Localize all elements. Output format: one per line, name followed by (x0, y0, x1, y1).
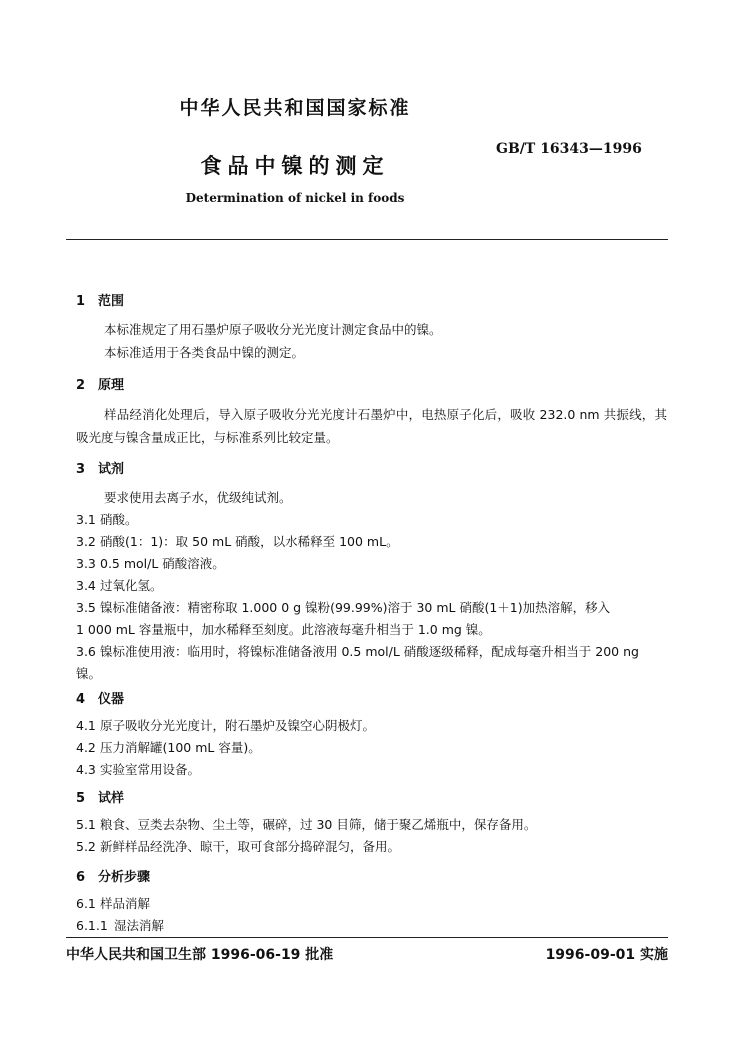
section-title: 原理 (98, 378, 125, 393)
list-item-continuation: 镍。 (76, 666, 102, 681)
issuing-body: 中华人民共和国国家标准 (179, 97, 411, 119)
section-number: 5 (76, 791, 86, 806)
list-item-continuation: 1 000 mL 容量瓶中，加水稀释至刻度。此溶液每毫升相当于 1.0 mg 镍。 (76, 622, 491, 637)
section-title: 分析步骤 (98, 870, 151, 885)
header-divider (66, 239, 668, 240)
section-number: 2 (76, 378, 86, 393)
footer-divider (66, 937, 668, 938)
list-item: 3.4 过氧化氢。 (76, 578, 163, 593)
list-item: 4.3 实验室常用设备。 (76, 762, 201, 777)
approval-note: 中华人民共和国卫生部 1996-06-19 批准 (66, 947, 334, 963)
list-item: 6.1 样品消解 (76, 896, 151, 911)
section-3-heading (76, 458, 124, 477)
list-item: 3.1 硝酸。 (76, 512, 138, 527)
document-title-english: Determination of nickel in foods (185, 191, 405, 205)
document-title: 食品中镍的测定 (200, 154, 390, 178)
section-title: 试剂 (98, 462, 125, 477)
list-item: 6.1.1 湿法消解 (76, 918, 165, 933)
section-1-heading (76, 290, 124, 309)
section-6-heading (76, 866, 150, 885)
section-2-heading (76, 374, 124, 393)
list-item: 3.5 镍标准储备液：精密称取 1.000 0 g 镍粉(99.99%)溶于 30 mL 硝酸(1＋1)加热溶解，移入 (76, 600, 611, 615)
list-item: 3.3 0.5 mol/L 硝酸溶液。 (76, 556, 225, 571)
standard-code: GB/T 16343—1996 (496, 141, 642, 157)
list-item: 3.2 硝酸(1：1)：取 50 mL 硝酸，以水稀释至 100 mL。 (76, 534, 399, 549)
section-number: 3 (76, 462, 86, 477)
list-item: 3.6 镍标准使用液：临用时，将镍标准储备液用 0.5 mol/L 硝酸逐级稀释，配成每毫升相当于 200 ng (76, 644, 639, 659)
paragraph: 本标准规定了用石墨炉原子吸收分光光度计测定食品中的镍。 (104, 322, 442, 337)
section-5-heading (76, 787, 124, 806)
section-title: 仪器 (98, 692, 125, 707)
section-4-heading (76, 688, 124, 707)
section-title: 范围 (98, 294, 125, 309)
paragraph-line: 吸光度与镍含量成正比，与标准系列比较定量。 (76, 430, 339, 445)
section-number: 4 (76, 692, 86, 707)
section-title: 试样 (98, 791, 125, 806)
list-item: 5.1 粮食、豆类去杂物、尘土等，碾碎，过 30 目筛，储于聚乙烯瓶中，保存备用。 (76, 817, 537, 832)
list-item: 4.1 原子吸收分光光度计，附石墨炉及镍空心阴极灯。 (76, 718, 376, 733)
section-number: 6 (76, 870, 86, 885)
paragraph-line: 样品经消化处理后，导入原子吸收分光光度计石墨炉中，电热原子化后，吸收 232.0 nm 共振线，其 (104, 407, 667, 422)
list-item: 4.2 压力消解罐(100 mL 容量)。 (76, 740, 261, 755)
effective-date: 1996-09-01 实施 (545, 947, 668, 963)
list-item: 5.2 新鲜样品经洗净、晾干，取可食部分捣碎混匀，备用。 (76, 839, 401, 854)
paragraph: 本标准适用于各类食品中镍的测定。 (104, 345, 305, 360)
section-number: 1 (76, 294, 86, 309)
paragraph: 要求使用去离子水，优级纯试剂。 (104, 490, 292, 505)
